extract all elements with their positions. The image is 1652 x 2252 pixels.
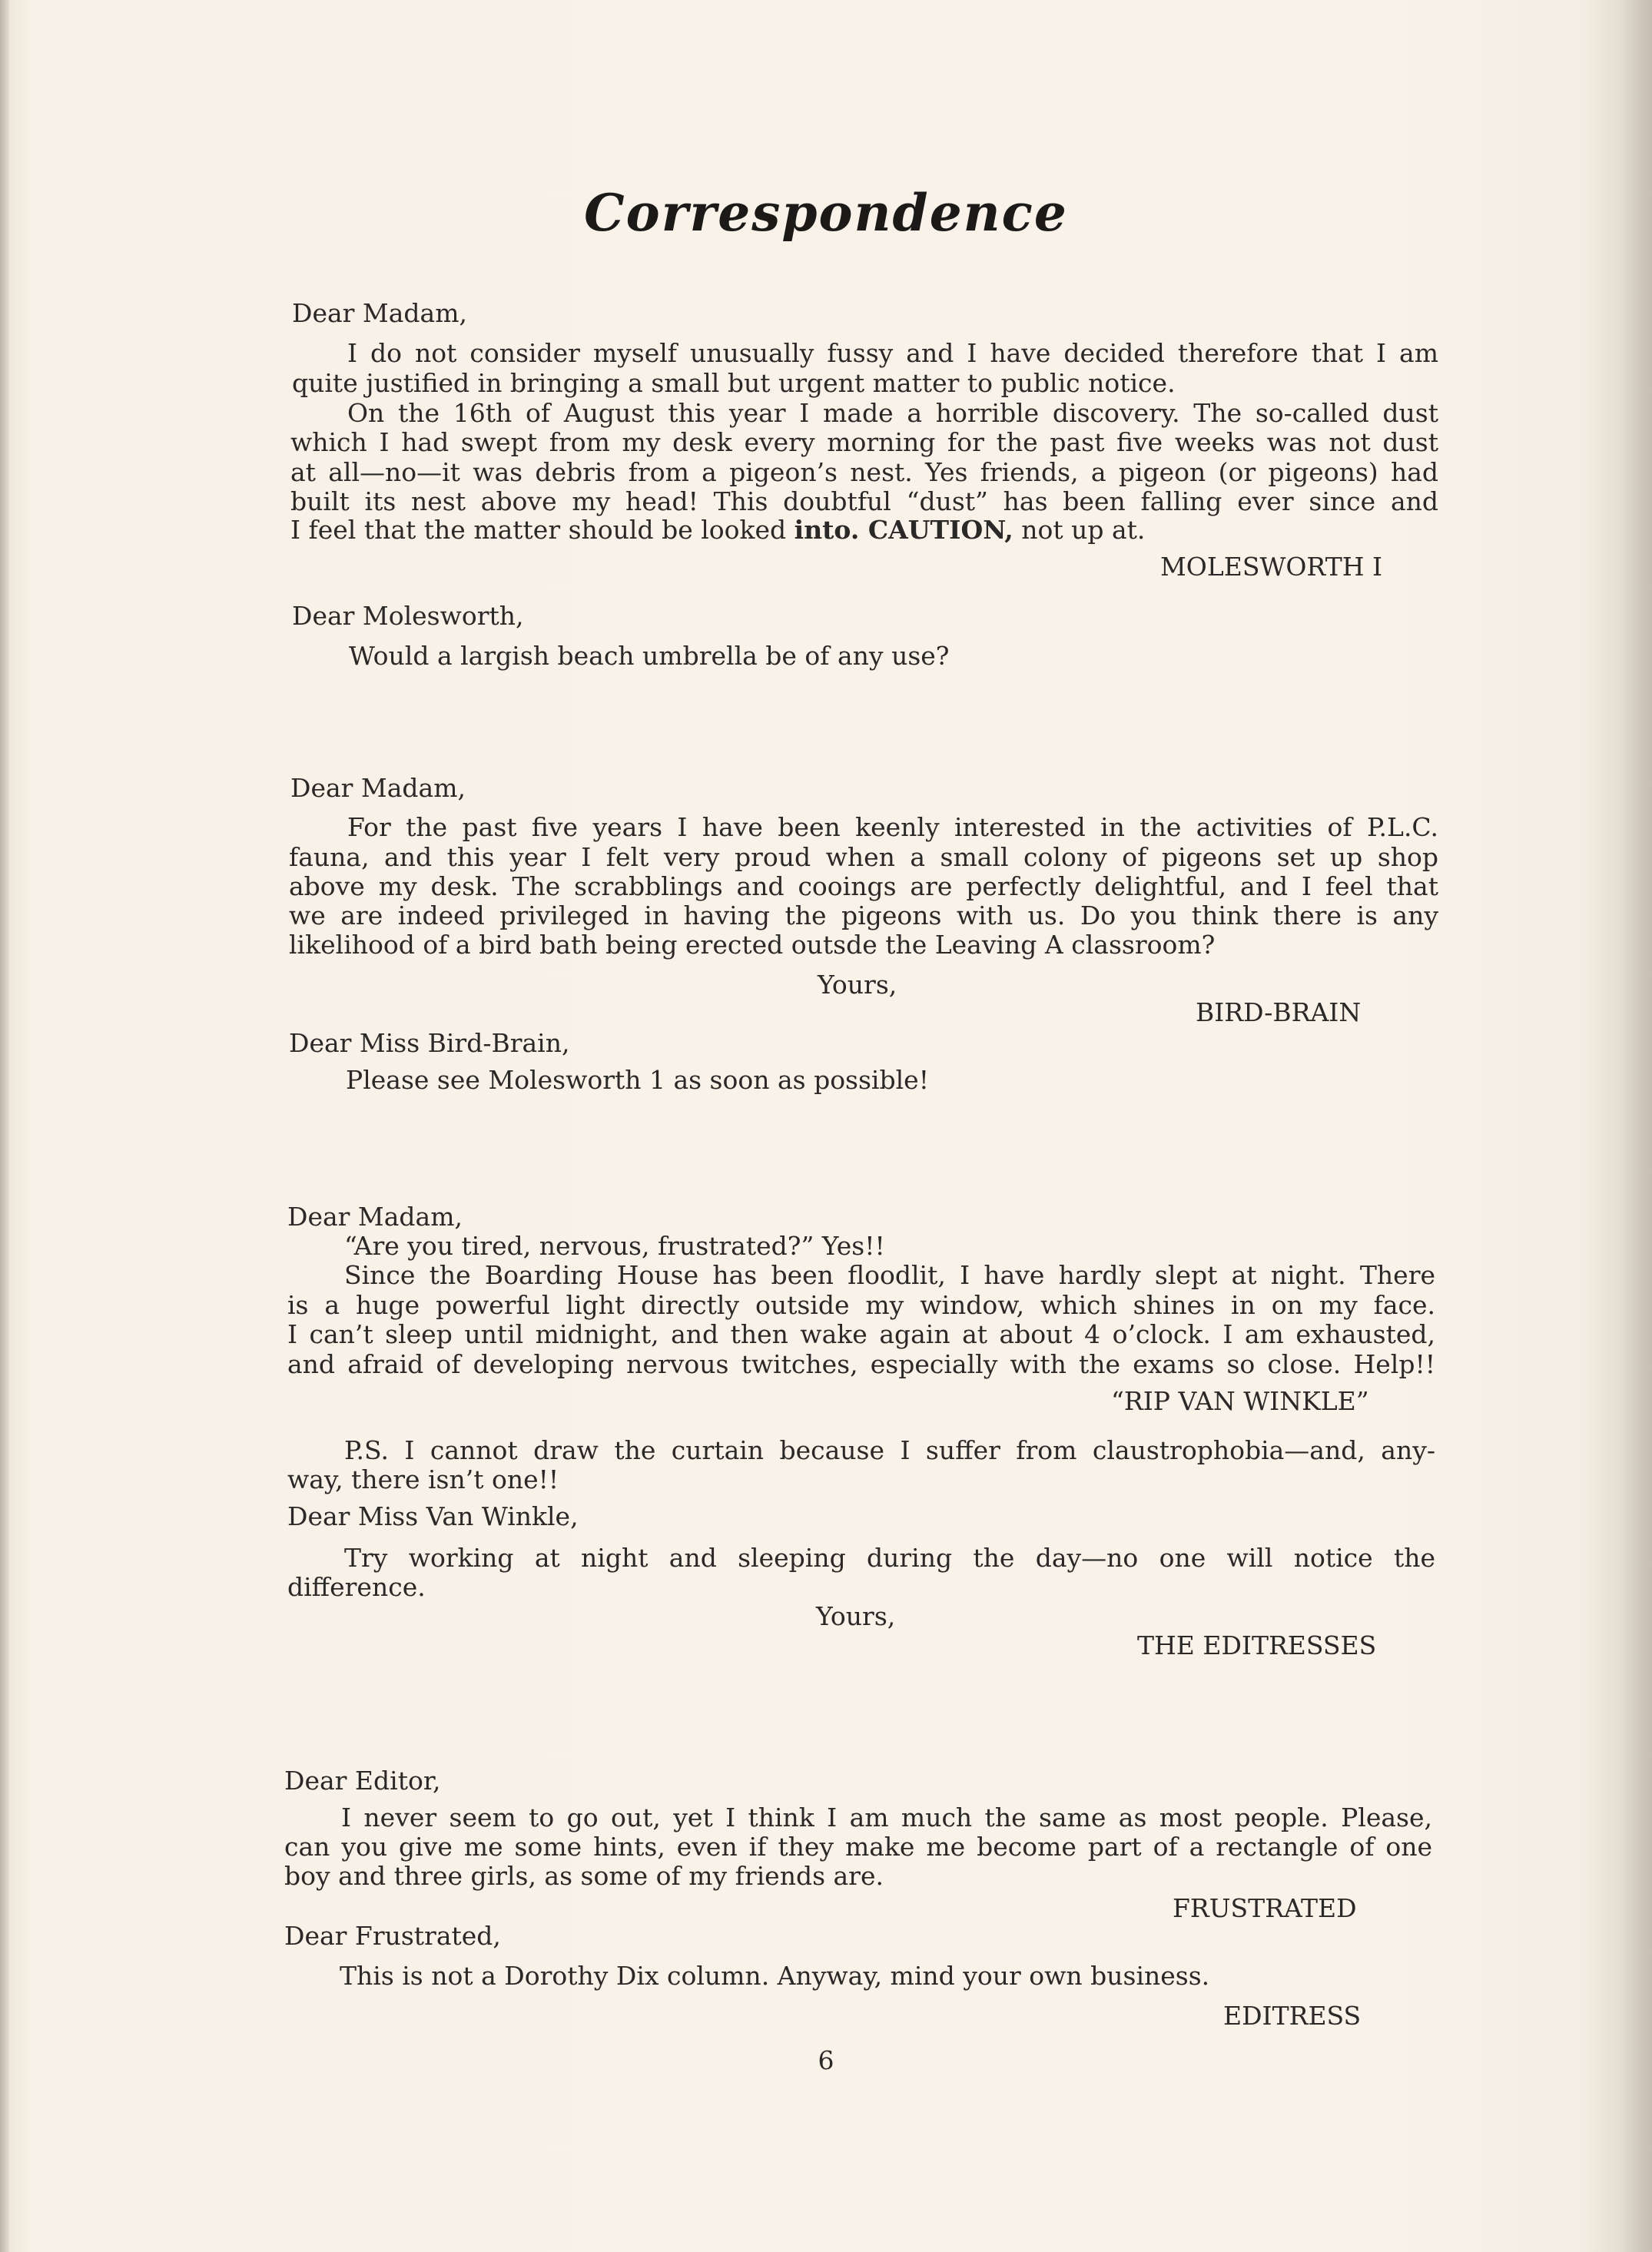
letter1-text: not up at. bbox=[1013, 515, 1146, 545]
reply3-salutation: Dear Miss Van Winkle, bbox=[287, 1501, 579, 1531]
letter2-line: For the past five years I have been keenly interested in the activities of P.L.C. bbox=[347, 812, 1438, 842]
letter2-line: we are indeed privileged in having the pigeons with us. Do you think there is any bbox=[289, 900, 1438, 930]
letter1-signature: MOLESWORTH I bbox=[1160, 552, 1383, 582]
letter3-signature: “RIP VAN WINKLE” bbox=[1111, 1386, 1369, 1416]
letter2-line: likelihood of a bird bath being erected outsde the Leaving A classroom? bbox=[289, 930, 1216, 960]
reply2-salutation: Dear Miss Bird-Brain, bbox=[289, 1028, 570, 1058]
letter2-closing: Yours, bbox=[818, 970, 897, 1000]
letter4-salutation: Dear Editor, bbox=[284, 1766, 441, 1796]
reply3-line: Try working at night and sleeping during the day—no one will notice the bbox=[344, 1543, 1435, 1573]
page-spine bbox=[0, 0, 9, 2252]
letter1-bold-text: into. CAUTION, bbox=[794, 515, 1013, 545]
page-number: 6 bbox=[818, 2045, 834, 2075]
letter1-line: at all—no—it was debris from a pigeon’s nest. Yes friends, a pigeon (or pigeons) had bbox=[290, 457, 1438, 487]
letter1-line: which I had swept from my desk every morning for the past five weeks was not dust bbox=[290, 427, 1438, 457]
page-title: Correspondence bbox=[584, 183, 1068, 243]
letter1-line: I do not consider myself unusually fussy and I have decided therefore that I am bbox=[347, 338, 1438, 368]
letter4-line: can you give me some hints, even if they make me become part of a rectangle of one bbox=[284, 1832, 1432, 1862]
reply3-line: difference. bbox=[287, 1572, 426, 1602]
page-edge-shadow bbox=[1623, 0, 1652, 2252]
letter1-line: quite justified in bringing a small but urgent matter to public notice. bbox=[292, 368, 1176, 398]
letter2-line: fauna, and this year I felt very proud when a small colony of pigeons set up shop bbox=[289, 842, 1438, 872]
letter4-signature: FRUSTRATED bbox=[1173, 1893, 1357, 1923]
letter3-ps-line: P.S. I cannot draw the curtain because I suffer from claustrophobia—and, any- bbox=[344, 1435, 1435, 1465]
letter3-line: “Are you tired, nervous, frustrated?” Yes!! bbox=[344, 1231, 885, 1261]
reply3-signature: THE EDITRESSES bbox=[1137, 1630, 1377, 1660]
letter2-salutation: Dear Madam, bbox=[290, 773, 466, 803]
reply4-signature: EDITRESS bbox=[1223, 2001, 1362, 2031]
letter3-line: Since the Boarding House has been floodlit, I have hardly slept at night. There bbox=[344, 1260, 1435, 1290]
letter1-salutation: Dear Madam, bbox=[292, 298, 467, 328]
reply4-salutation: Dear Frustrated, bbox=[284, 1921, 501, 1951]
letter1-line: built its nest above my head! This doubtful “dust” has been falling ever since and bbox=[290, 486, 1438, 516]
letter3-line: I can’t sleep until midnight, and then wake again at about 4 o’clock. I am exhausted, bbox=[287, 1319, 1435, 1349]
letter3-line: and afraid of developing nervous twitches, especially with the exams so close. Help!! bbox=[287, 1349, 1435, 1379]
letter3-line: is a huge powerful light directly outside my window, which shines in on my face. bbox=[287, 1290, 1435, 1320]
letter3-salutation: Dear Madam, bbox=[287, 1202, 463, 1232]
letter2-signature: BIRD-BRAIN bbox=[1196, 997, 1362, 1027]
letter1-last-line bbox=[290, 515, 1145, 546]
reply3-closing: Yours, bbox=[816, 1601, 896, 1631]
reply2-line: Please see Molesworth 1 as soon as possible! bbox=[346, 1065, 929, 1095]
reply1-salutation: Dear Molesworth, bbox=[292, 601, 524, 631]
reply4-line: This is not a Dorothy Dix column. Anyway, mind your own business. bbox=[340, 1961, 1210, 1991]
letter4-line: boy and three girls, as some of my friends are. bbox=[284, 1861, 884, 1891]
letter3-ps-line: way, there isn’t one!! bbox=[287, 1464, 559, 1494]
letter2-line: above my desk. The scrabblings and cooings are perfectly delightful, and I feel that bbox=[289, 871, 1438, 901]
letter1-text: I feel that the matter should be looked bbox=[290, 515, 794, 545]
letter1-line: On the 16th of August this year I made a horrible discovery. The so-called dust bbox=[347, 398, 1438, 428]
letter4-line: I never seem to go out, yet I think I am much the same as most people. Please, bbox=[341, 1803, 1432, 1832]
reply1-line: Would a largish beach umbrella be of any use? bbox=[349, 641, 950, 671]
